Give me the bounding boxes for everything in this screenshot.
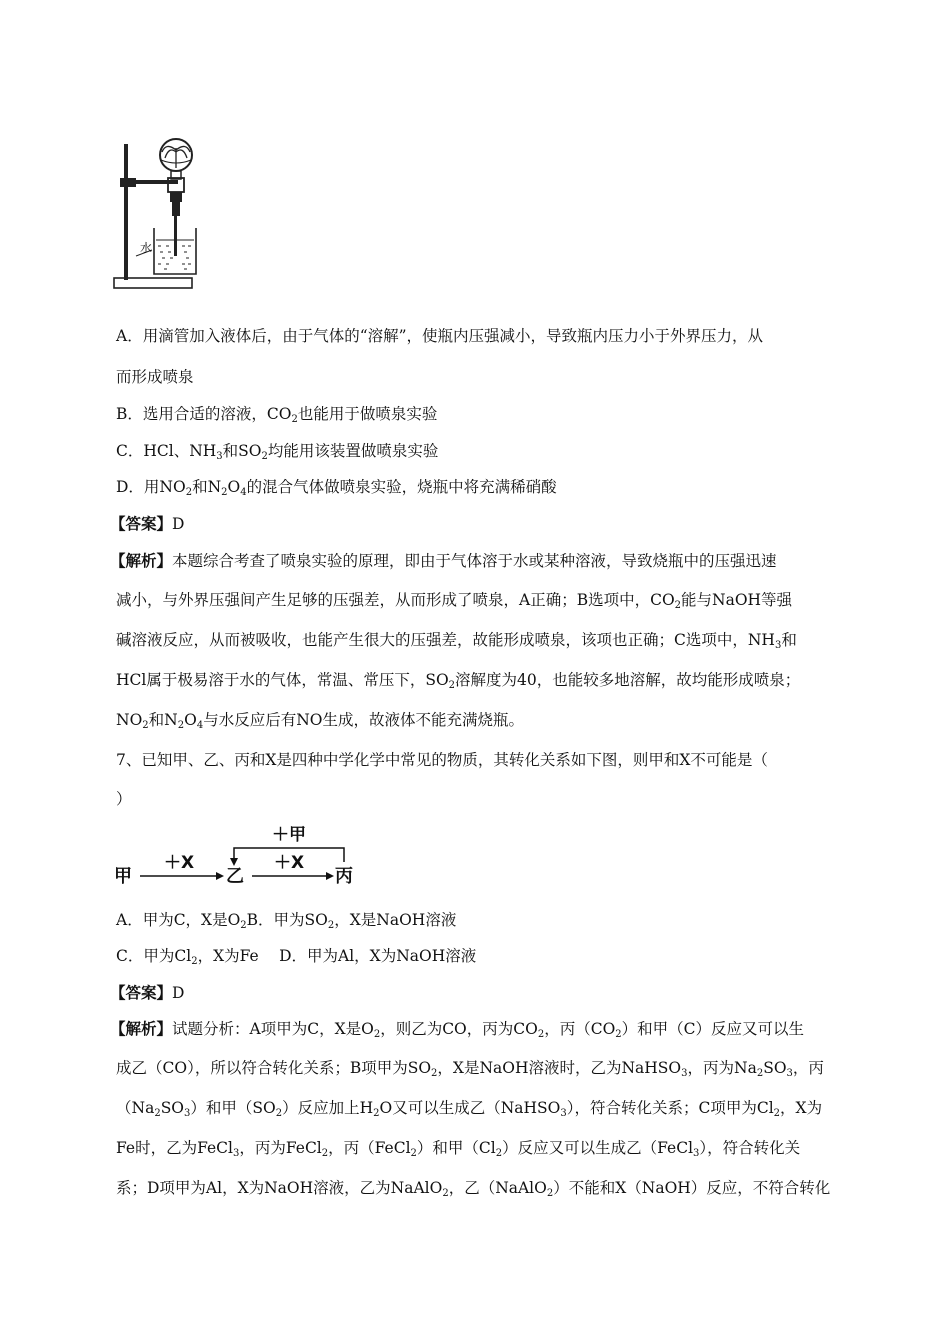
diagram-plus-jia: ＋甲 (272, 825, 306, 845)
q6-analysis-line1: 【解析】本题综合考查了喷泉实验的原理，即由于气体溶于水或某种溶液，导致烧瓶中的压强迅速 (110, 551, 777, 570)
q7-analysis-line3: $(Na_2SO_3)$和甲$(SO_2)$反应加上$H_2O$又可以生成乙（NaHSO$_3$），符合转化关系；C项甲为$Cl_2$，X为 (116, 1099, 823, 1119)
q7-option-cd: C．甲为$Cl_2$，X为Fe D．甲为Al，X为NaOH溶液 (116, 947, 477, 967)
q6-analysis-line3: 碱溶液反应，从而被吸收，也能产生很大的压强差，故能形成喷泉，该项也正确；C选项中，$NH_3$和 (116, 631, 797, 651)
q6-analysis-line5: $NO_2$和$N_2O_4$与水反应后有NO生成，故液体不能充满烧瓶。 (116, 711, 524, 731)
conversion-diagram (112, 822, 362, 886)
q7-answer: 【答案】D (110, 983, 185, 1002)
q6-option-c: C．HCl、$NH_3$和$SO_2$均能用该装置做喷泉实验 (116, 442, 439, 462)
q6-option-b: B．选用合适的溶液，$CO_2$也能用于做喷泉实验 (116, 405, 438, 425)
q6-option-d: D．用$NO_2$和$N_2O_4$的混合气体做喷泉实验，烧瓶中将充满稀硝酸 (116, 478, 557, 498)
q7-analysis-line5: 系；D项甲为Al，X为NaOH溶液，乙为NaAlO$_2$，乙（NaAlO$_2$）不能和X（NaOH）反应，不符合转化 (116, 1179, 831, 1199)
q6-option-a-line2: 而形成喷泉 (116, 368, 194, 386)
q7-analysis-line4: Fe时，乙为FeCl$_3$，丙为FeCl$_2$，丙（FeCl$_2$）和甲$(Cl_2)$反应又可以生成乙（FeCl$_3$），符合转化关 (116, 1139, 801, 1159)
q6-analysis-line4: HCl属于极易溶于水的气体，常温、常压下，$SO_2$溶解度为40，也能较多地溶解，故均能形成喷泉； (116, 671, 801, 691)
q7-analysis-line2: 成乙（CO），所以符合转化关系；B项甲为$SO_2$，X是NaOH溶液时，乙为NaHSO$_3$，丙为$Na_2SO_3$，丙 (116, 1059, 824, 1079)
diagram-bing: 丙 (335, 866, 353, 886)
diagram-yi: 乙 (226, 866, 244, 886)
q7-option-ab: A．甲为C，X是$O_2B$．甲为$SO_2$，X是NaOH溶液 (116, 911, 457, 931)
water-label: 水 (140, 241, 153, 255)
q7-stem-line1: 7、已知甲、乙、丙和X是四种中学化学中常见的物质，其转化关系如下图，则甲和X不可能是（ (116, 751, 768, 769)
diagram-plus-x-2: ＋X (274, 853, 305, 873)
diagram-jia: 甲 (114, 866, 132, 886)
q7-stem-line2: ） (116, 790, 132, 808)
q6-option-a-line1: A．用滴管加入液体后，由于气体的“溶解”，使瓶内压强减小，导致瓶内压力小于外界压力，从 (116, 327, 764, 345)
q6-analysis-line2: 减小，与外界压强间产生足够的压强差，从而形成了喷泉，A正确；B选项中，$CO_2$能与NaOH等强 (116, 591, 793, 611)
q7-analysis-line1: 【解析】试题分析：A项甲为C，X是$O_2$，则乙为CO，丙为$CO_2$，丙$(CO_2)$和甲（C）反应又可以生 (110, 1019, 805, 1040)
diagram-plus-x-1: ＋X (164, 853, 195, 873)
fountain-apparatus-figure (112, 138, 202, 293)
q6-answer: 【答案】D (110, 514, 185, 533)
